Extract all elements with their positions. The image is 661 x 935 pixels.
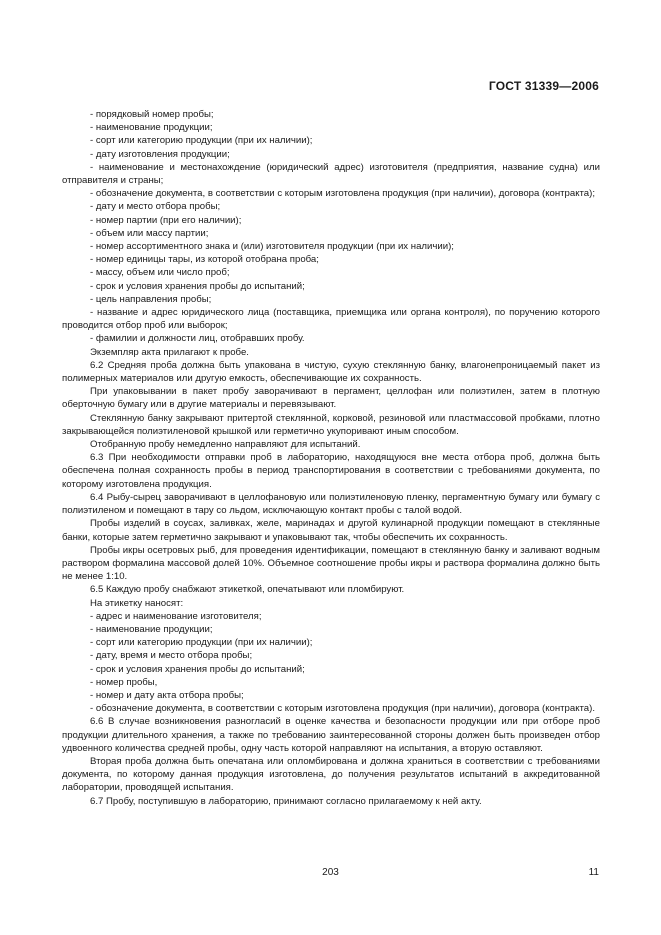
paragraph: 6.7 Пробу, поступившую в лабораторию, принимают согласно прилагаемому к ней акту.	[90, 795, 482, 807]
paragraph: - срок и условия хранения пробы до испытаний;	[90, 663, 305, 675]
paragraph: Отобранную пробу немедленно направляют для испытаний.	[90, 439, 361, 451]
document-body	[62, 108, 600, 808]
paragraph: Пробы икры осетровых рыб, для проведения идентификации, помещают в стеклянную банку и заливают водным раствором формалина массовой долей 10%. Объемное соотношение пробы икры и раствора формалина должно быть не менее 1:10.	[62, 544, 600, 583]
paragraph: - дату и место отбора пробы;	[90, 201, 221, 213]
paragraph: 6.2 Средняя проба должна быть упакована в чистую, сухую стеклянную банку, влагонепроницаемый пакет из полимерных материалов или другую емкость, обеспечивающие их сохранность.	[62, 359, 600, 385]
paragraph: - сорт или категорию продукции (при их наличии);	[90, 135, 313, 147]
paragraph: - номер единицы тары, из которой отобрана проба;	[90, 254, 319, 266]
paragraph: - срок и условия хранения пробы до испытаний;	[90, 280, 305, 292]
paragraph: - массу, объем или число проб;	[90, 267, 230, 279]
page-number-right: 11	[588, 867, 599, 878]
paragraph: Пробы изделий в соусах, заливках, желе, маринадах и другой кулинарной продукции помещают в стеклянные банки, которые затем герметично закрывают и упаковывают так, чтобы обеспечить их сохранность.	[62, 518, 600, 543]
paragraph: На этикетку наносят:	[90, 597, 184, 609]
paragraph: При упаковывании в пакет пробу заворачивают в пергамент, целлофан или полиэтилен, затем в плотную оберточную бумагу или в другие материалы и перевязывают.	[62, 386, 600, 411]
paragraph: Экземпляр акта прилагают к пробе.	[90, 346, 249, 358]
paragraph: - номер пробы,	[90, 676, 158, 688]
standard-designation: ГОСТ 31339—2006	[488, 79, 599, 93]
paragraph: - номер партии (при его наличии);	[90, 214, 242, 226]
paragraph: - цель направления пробы;	[90, 293, 212, 305]
paragraph: - наименование и местонахождение (юридический адрес) изготовителя (предприятия, название судна) или отправителя и страны;	[62, 161, 600, 187]
paragraph: - обозначение документа, в соответствии с которым изготовлена продукция (при наличии), договора (контракта);	[90, 188, 595, 200]
paragraph: - фамилии и должности лиц, отобравших пробу.	[90, 333, 305, 345]
paragraph: Стеклянную банку закрывают притертой стеклянной, корковой, резиновой или пластмассовой пробками, плотно закрывающейся полиэтиленовой крышкой или герметично укупоривают иным способом.	[62, 412, 600, 437]
paragraph: - название и адрес юридического лица (поставщика, приемщика или органа контроля), по поручению которого проводится отбор проб или выборок;	[62, 307, 600, 332]
paragraph: 6.6 В случае возникновения разногласий в оценке качества и безопасности продукции или при отборе проб продукции длительного хранения, а также по требованию заинтересованной стороны должен быть произведен отбор удвоенного количества средней пробы, одну часть которой направляют на испытания, а вторую оставляют.	[62, 716, 600, 754]
paragraph: - объем или массу партии;	[90, 227, 209, 239]
paragraph: 6.3 При необходимости отправки проб в лабораторию, находящуюся вне места отбора проб, должна быть обеспечена полная сохранность пробы в период транспортирования в соответствии с требованиями документа, по которому изготовлена продукция.	[62, 452, 600, 490]
paragraph: - порядковый номер пробы;	[90, 109, 214, 120]
paragraph: - дату изготовления продукции;	[90, 148, 230, 160]
paragraph: - наименование продукции;	[90, 623, 213, 635]
paragraph: - адрес и наименование изготовителя;	[90, 610, 262, 622]
paragraph: Вторая проба должна быть опечатана или опломбирована и должна храниться в соответствии с требованиями документа, по которому данная продукция изготовлена, до получения результатов испытаний в аккредитованной лаборатории, проводящей испытания.	[62, 755, 600, 794]
paragraph: - номер ассортиментного знака и (или) изготовителя продукции (при их наличии);	[90, 241, 454, 253]
paragraph: - сорт или категорию продукции (при их наличии);	[90, 637, 313, 649]
paragraph: - обозначение документа, в соответствии с которым изготовлена продукция (при наличии), договора (контракта).	[90, 703, 595, 715]
paragraph: 6.4 Рыбу-сырец заворачивают в целлофановую или полиэтиленовую пленку, пергаментную бумагу или бумагу с полиэтиленом и помещают в тару со льдом, исключающую контакт пробы с талой водой.	[62, 491, 600, 517]
paragraph: - номер и дату акта отбора пробы;	[90, 689, 244, 701]
page-number-center: 203	[322, 867, 339, 878]
paragraph: - наименование продукции;	[90, 122, 213, 134]
paragraph: 6.5 Каждую пробу снабжают этикеткой, опечатывают или пломбируют.	[90, 584, 405, 596]
paragraph: - дату, время и место отбора пробы;	[90, 650, 253, 662]
